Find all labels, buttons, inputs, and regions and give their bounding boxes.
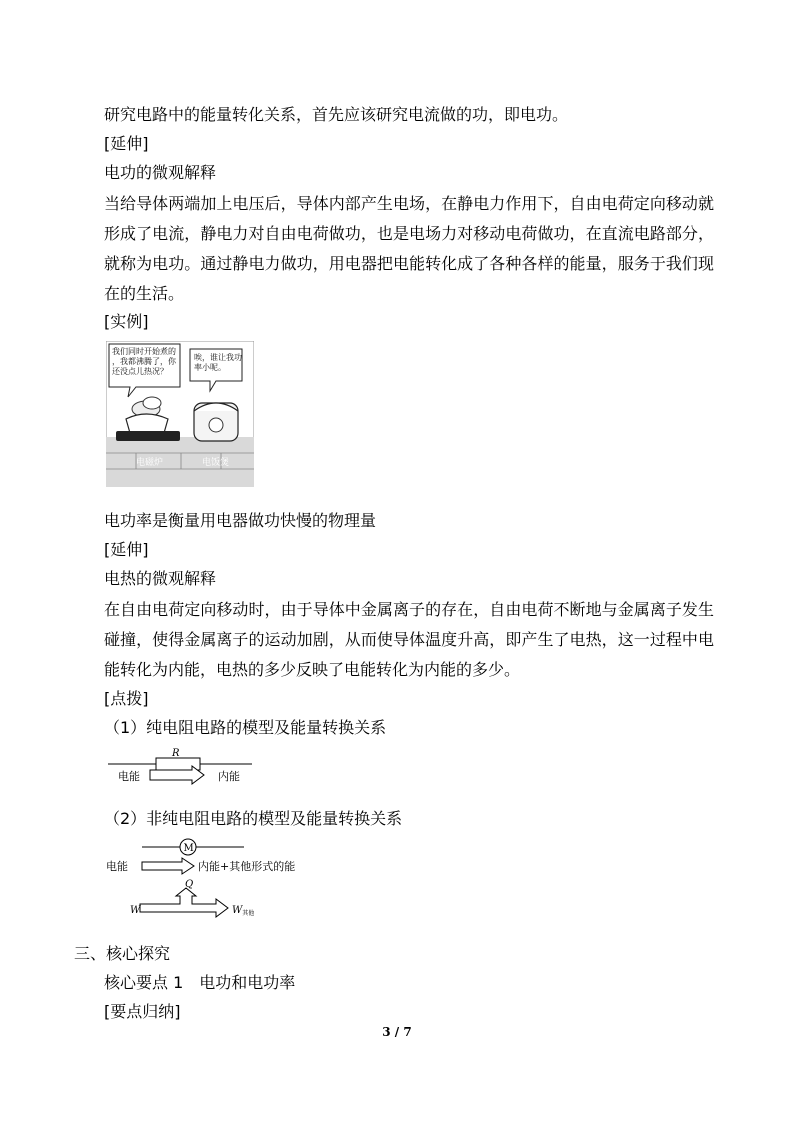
power-definition-line: 电功率是衡量用电器做功快慢的物理量 bbox=[104, 511, 377, 530]
cartoon-label-left: 电磁炉 bbox=[136, 458, 164, 468]
section-3-heading: 三、核心探究 bbox=[74, 944, 171, 963]
model-2-heading: （2）非纯电阻电路的模型及能量转换关系 bbox=[104, 809, 403, 828]
core-point-1-heading: 核心要点 1 电功和电功率 bbox=[104, 973, 296, 992]
heat-q-label: Q bbox=[185, 879, 194, 890]
cartoon-bubble-left-text: 我们同时开始煮的，我都沸腾了，你还没点儿热况？ bbox=[112, 347, 176, 376]
summary-tag: [要点归纳] bbox=[104, 1002, 181, 1021]
internal-energy-label-1: 内能 bbox=[218, 770, 240, 783]
cartoon-bubble-right-text: 唉，谁让我功率小呢。 bbox=[194, 353, 242, 372]
micro-body-2-text: 在自由电荷定向移动时，由于导体中金属离子的存在，自由电荷不断地与金属离子发生碰撞，使得金属离子的运动加剧，从而使导体温度升高，即产生了电热，这一过程中电能转化为内能，电热的多少反映了电能转化为内能的多少。 bbox=[104, 600, 714, 679]
micro-explanation-body-2 bbox=[104, 595, 714, 685]
cartoon-label-right: 电饭煲 bbox=[202, 458, 230, 468]
electric-energy-label-1: 电能 bbox=[118, 770, 140, 783]
electric-energy-label-2: 电能 bbox=[106, 860, 128, 873]
energy-arrow-2 bbox=[142, 858, 194, 874]
extension-tag-1: [延伸] bbox=[104, 134, 149, 153]
work-w-label: W bbox=[130, 905, 141, 916]
example-tag: [实例] bbox=[104, 312, 149, 331]
tip-tag: [点拨] bbox=[104, 689, 149, 708]
model-1-heading: （1）纯电阻电路的模型及能量转换关系 bbox=[104, 718, 387, 737]
work-other-main: W bbox=[232, 905, 243, 916]
page-number: 3 / 7 bbox=[382, 1025, 412, 1039]
micro-explanation-body-1 bbox=[104, 189, 714, 309]
motor-label: M bbox=[183, 843, 194, 854]
pure-resistance-diagram bbox=[106, 746, 256, 786]
micro-explanation-title-1: 电功的微观解释 bbox=[104, 163, 217, 182]
split-energy-arrow bbox=[140, 888, 228, 917]
micro-explanation-title-2: 电热的微观解释 bbox=[104, 569, 217, 588]
work-other-label bbox=[232, 905, 254, 917]
micro-body-1-text: 当给导体两端加上电压后，导体内部产生电场，在静电力作用下，自由电荷定向移动就形成了电流，静电力对自由电荷做功，也是电场力对移动电荷做功，在直流电路部分，就称为电功。通过静电力做功，用电器把电能转化成了各种各样的能量，服务于我们现在的生活。 bbox=[104, 194, 714, 303]
extension-tag-2: [延伸] bbox=[104, 540, 149, 559]
resistor-label: R bbox=[172, 748, 180, 759]
intro-line: 研究电路中的能量转化关系，首先应该研究电流做的功，即电功。 bbox=[104, 105, 569, 124]
work-other-subscript: 其他 bbox=[242, 910, 255, 917]
internal-other-energy-label: 内能+其他形式的能 bbox=[198, 860, 296, 873]
cooker-cartoon-image bbox=[106, 341, 254, 487]
non-pure-resistance-diagram bbox=[106, 836, 306, 928]
